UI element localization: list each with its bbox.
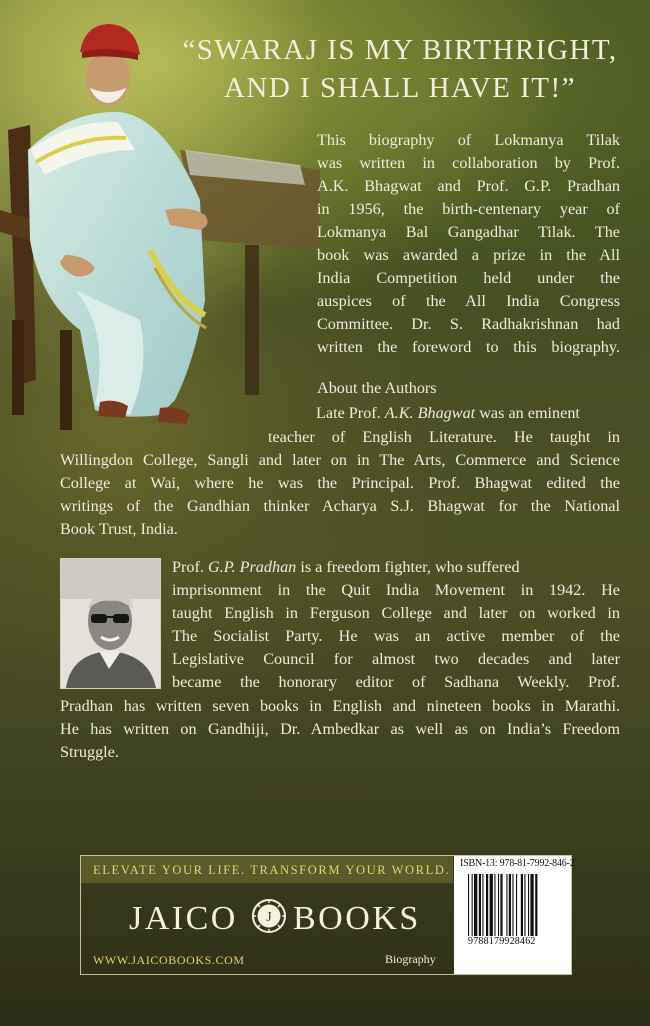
bio-line: auspices of the All India Congress — [317, 292, 620, 310]
bio-line: written the foreword to this biography. — [317, 338, 620, 356]
jaico-emblem-icon — [251, 898, 287, 934]
pradhan-line: imprisonment in the Quit India Movement in 1942. He — [172, 581, 620, 599]
bio-line: This biography of Lokmanya Tilak — [317, 131, 620, 149]
publisher-tagline: ELEVATE YOUR LIFE. TRANSFORM YOUR WORLD. — [93, 863, 451, 877]
bio-line: Lokmanya Bal Gangadhar Tilak. The — [317, 223, 620, 241]
barcode-bar — [479, 874, 481, 936]
isbn-barcode-block — [454, 856, 575, 974]
genre-label: Biography — [385, 952, 436, 966]
bio-line: in 1956, the birth-centenary year of — [317, 200, 620, 218]
barcode-bar — [535, 874, 537, 936]
barcode-bar — [516, 874, 517, 936]
bio-line: book was awarded a prize in the All — [317, 246, 620, 264]
tagline-strip — [81, 856, 453, 883]
pradhan-intro-line — [172, 558, 520, 577]
bio-line: India Competition held under the — [317, 269, 620, 287]
publisher-banner — [80, 855, 575, 975]
pradhan-line: He has written on Gandhiji, Dr. Ambedkar as well as on India’s Freedom — [60, 720, 620, 738]
bhagwat-line: Willingdon College, Sangli and later on in The Arts, Commerce and Science — [60, 451, 620, 469]
barcode-bar — [530, 874, 533, 936]
pradhan-line: became the honorary editor of Sadhana Weekly. Prof. — [172, 673, 620, 691]
barcode-bar — [494, 874, 495, 936]
pradhan-portrait — [61, 559, 160, 688]
barcode-bar — [521, 874, 523, 936]
biography-paragraph — [317, 129, 620, 359]
barcode-number: 9788179928462 — [468, 936, 536, 947]
bhagwat-line: teacher of English Literature. He taught in — [268, 428, 620, 446]
barcode-graphic — [468, 874, 560, 936]
barcode-bar — [524, 874, 525, 936]
bhagwat-line: College at Wai, where he was the Principal. Prof. Bhagwat edited the — [60, 474, 620, 492]
bio-line: Committee. Dr. S. Radhakrishnan had — [317, 315, 620, 333]
barcode-bar — [468, 874, 469, 936]
bio-line: A.K. Bhagwat and Prof. G.P. Pradhan — [317, 177, 620, 195]
barcode-bar — [490, 874, 493, 936]
pradhan-line: Pradhan has written seven books in English and nineteen books in Marathi. — [60, 697, 620, 715]
bio-line: was written in collaboration by Prof. — [317, 154, 620, 172]
barcode-bar — [474, 874, 477, 936]
barcode-bar — [486, 874, 488, 936]
quote-line-1: “SWARAJ IS MY BIRTHRIGHT, — [182, 34, 618, 66]
publisher-logo — [81, 890, 453, 942]
pradhan-line: taught English in Ferguson College and later on worked in — [172, 604, 620, 622]
bhagwat-intro-line — [316, 404, 580, 423]
bhagwat-suffix: was an eminent — [479, 404, 580, 422]
logo-word-books: BOOKS — [293, 900, 421, 937]
logo-mark-letter: J — [266, 910, 272, 925]
barcode-bar — [500, 874, 502, 936]
barcode-bar — [498, 874, 499, 936]
pradhan-prefix: Prof. — [172, 558, 204, 576]
isbn-label: ISBN-13: 978-81-7992-846-2 — [460, 858, 575, 869]
barcode-bar — [506, 874, 507, 936]
barcode-bar — [509, 874, 511, 936]
pradhan-name: G.P. Pradhan — [207, 558, 297, 576]
quote-line-2: AND I SHALL HAVE IT!” — [223, 72, 577, 104]
about-authors-heading: About the Authors — [317, 379, 437, 397]
pradhan-line: The Socialist Party. He was an active member of the — [172, 627, 620, 645]
author-photo-pradhan — [60, 558, 161, 689]
pradhan-line: Legislative Council for almost two decades and later — [172, 650, 620, 668]
publisher-website-link[interactable]: WWW.JAICOBOOKS.COM — [93, 953, 245, 967]
bhagwat-line: writings of the Gandhian thinker Acharya S.J. Bhagwat for the National — [60, 497, 620, 515]
bhagwat-prefix: Late Prof. — [316, 404, 381, 422]
pradhan-line: Struggle. — [60, 743, 119, 761]
barcode-bar — [528, 874, 529, 936]
barcode-bar — [482, 874, 483, 936]
bhagwat-name: A.K. Bhagwat — [384, 404, 476, 422]
pradhan-suffix: is a freedom fighter, who suffered — [300, 558, 520, 576]
barcode-bar — [512, 874, 513, 936]
barcode-bar — [472, 874, 473, 936]
bhagwat-line: Book Trust, India. — [60, 520, 178, 538]
logo-word-jaico: JAICO — [129, 900, 238, 937]
